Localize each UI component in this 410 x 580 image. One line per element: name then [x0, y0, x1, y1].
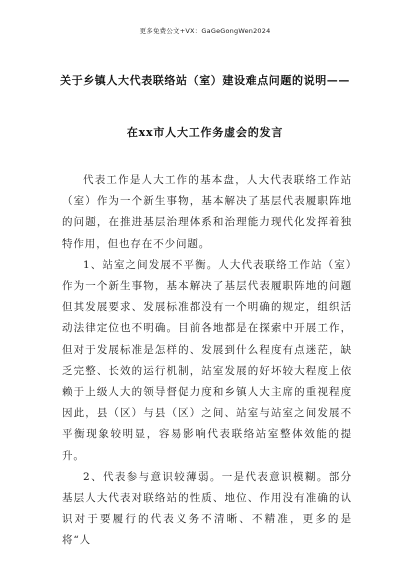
- paragraph-point-2: 2、代表参与意识较薄弱。一是代表意识模糊。部分基层人大代表对联络站的性质、地位、作用没有准确的认识对于要履行的代表义务不清晰、不精准，更多的是将“人: [62, 470, 352, 547]
- paragraph-intro: 代表工作是人大工作的基本盘，人大代表联络工作站（室）作为一个新生事物，基本解决了基层代表履职阵地的问题，在推进基层治理体系和治理能力现代化发挥着独特作用，但也存在不少问题。: [62, 174, 352, 250]
- document-body: [62, 170, 352, 552]
- header-note: 更多免费公文+VX：GaGeGongWen2024: [139, 27, 271, 35]
- paragraph-point-1: 1、站室之间发展不平衡。人大代表联络工作站（室）作为一个新生事物，基本解决了基层代表履职阵地的问题但其发展要求、发展标准都没有一个明确的规定，组织活动法律定位也不明确。目前各地都是在探索中开展工作，但对于发展标准是怎样的、发展到什么程度有点迷茫，缺乏完整、长效的运行机制，站室发展的好坏较大程度上依赖于上级人大的领导督促力度和乡镇人大主席的重视程度因此，县（区）与县（区）之间、站室与站室之间发展不平衡现象较明显，容易影响代表联络站室整体效能的提升。: [62, 258, 352, 462]
- document-title: 关于乡镇人大代表联络站（室）建设难点问题的说明——: [60, 74, 350, 87]
- document-subtitle: 在xx市人大工作务虚会的发言: [126, 126, 284, 139]
